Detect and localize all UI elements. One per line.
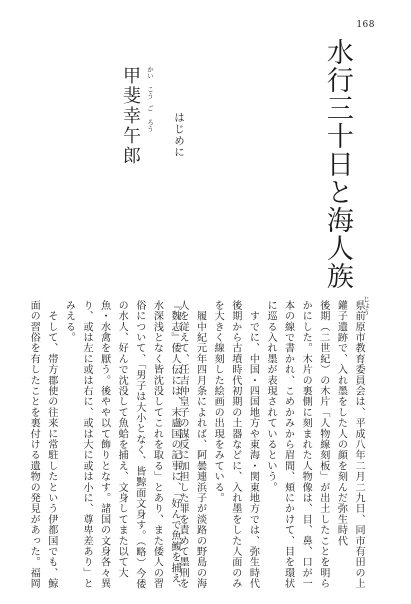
body-column: 人を従えて、任吉仲皇子の謀反に加担した罪を責めて墨刑を [177,300,188,589]
author-ruby-4: ろう [146,119,154,132]
body-column: に巡る入れ墨が表現されているという。 [265,300,276,493]
body-column: 『魏志』倭人伝には、末盧国の記事に、「好んで魚鰒を捕え、 [169,300,180,595]
body-column: そして、帯方郡使の往来に常駐したという伊都国でも、鯨 [45,300,57,589]
body-column: 面の習俗を有したことを裏付ける遺物の発見があった。福岡 [28,300,40,589]
section-heading: はじめに [173,112,185,158]
body-column: 履中紀元年四月条によれば、阿曇連浜子が淡路の野島の海 [194,300,206,589]
author-name: 甲斐幸午郎 [120,66,141,166]
ruby-annotation: じょう [362,296,370,316]
body-column: みえる。 [63,300,75,343]
body-column: を大きく線刻した絵画の出現をみている。 [212,300,224,504]
body-column: 鑵子遺跡で、入れ墨をした人の顔を刻んだ弥生時代 [335,300,347,547]
page-title: 水行三十日と海人族 [321,38,353,290]
body-column: 魚・水禽を厭う。後やや以て飾りとなす。諸国の文身各々異 [98,300,110,589]
body-column: の水人、好んで沈没して魚蛤を捕え、文身してまた以て大 [116,300,128,579]
body-column: 後期（二世紀）の木片「人物線刻板」が出土したことを明ら [317,300,329,589]
body-column: 俗について、「男子は大小となく、皆黥面文身す。（略）今倭 [133,300,145,590]
body-column: 後期から古墳時代初期の土器などに、入れ墨をした人面のみ [229,300,241,589]
author-ruby-1: かい [146,66,154,79]
body-column: 本の線で書かれ、こめかみから眉間、頬にかけて、目を環状 [282,300,294,589]
author-ruby-3: ご [146,105,154,112]
page-number: 168 [356,20,375,30]
body-column: 県前原市教育委員会は、平成八年二月二九日、同市有田の上 [353,300,364,589]
body-column: かにした。木片の裏側に刻まれた人物像は、目、鼻、口が一 [300,300,312,589]
body-column: すでに、中国・四国地方や東海・関東地方では、弥生時代 [247,300,259,589]
body-column: 水深浅となく皆沈没してこれを取る」とあり、また倭人の習 [151,300,163,589]
author-ruby-2: こう [146,86,154,99]
body-column: り、或は左に或は右に、或は大に或は小に、尊卑差あり」と [81,300,92,589]
